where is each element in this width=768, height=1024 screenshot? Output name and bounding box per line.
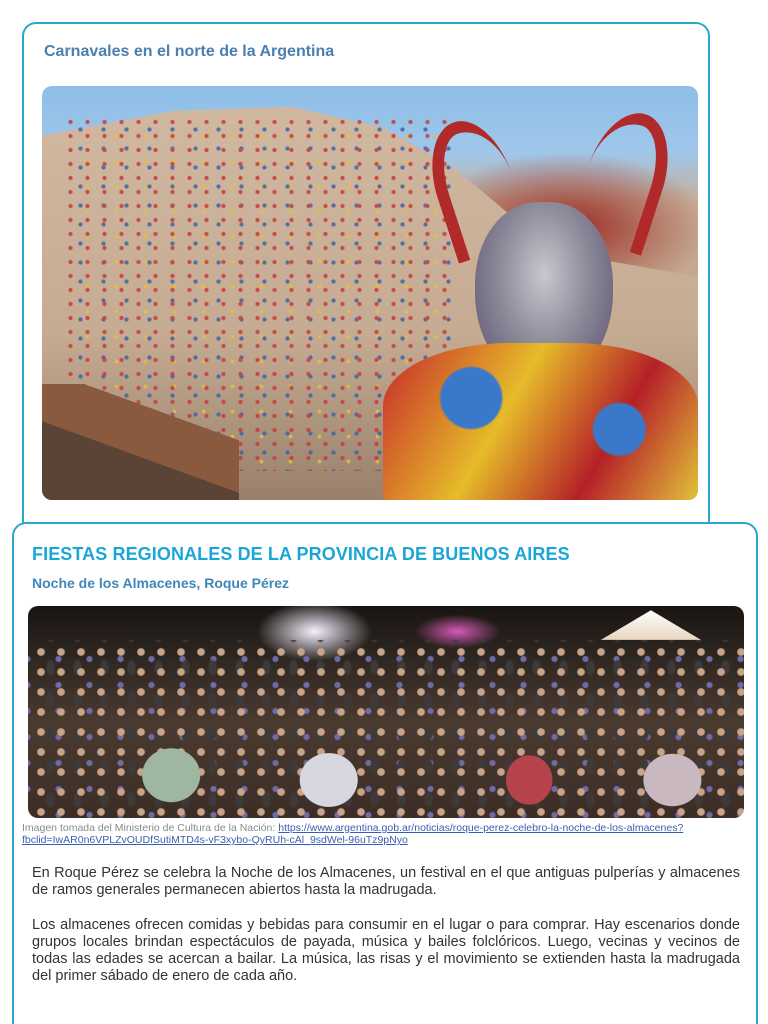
fiestas-card: [12, 522, 758, 1024]
caption-text: Imagen tomada del Ministerio de Cultura de la Nación:: [22, 822, 279, 834]
paragraph-details: Los almacenes ofrecen comidas y bebidas para consumir en el lugar o para comprar. Hay escenarios donde grupos locales brindan espectáculos de payada, música y bailes folclóricos. Luego, vecinas y vecinos de todas las edades se acercan a bailar. La música, las risas y el movimiento se extienden hasta la madrugada del primer sábado de enero de cada año.: [32, 917, 740, 984]
photo-caption: [22, 822, 744, 846]
dancing-couples: [28, 723, 744, 818]
tent: [601, 610, 701, 640]
section-subtitle: Noche de los Almacenes, Roque Pérez: [32, 575, 290, 591]
raised-arm: [42, 384, 239, 500]
caption-link[interactable]: https://www.argentina.gob.ar/noticias/roque-perez-celebro-la-noche-de-los-almacenes?fbclid=IwAR0n6VPLZvOUDfSutiMTD4s-vF3xybo-QyRUh-cAl_9sdWel-96uTz9pNyo: [22, 822, 684, 846]
section-title: FIESTAS REGIONALES DE LA PROVINCIA DE BUENOS AIRES: [32, 544, 570, 564]
dance-photo: [28, 606, 744, 818]
card-title: Carnavales en el norte de la Argentina: [44, 43, 335, 60]
carnival-photo: [42, 86, 698, 500]
paragraph-intro: En Roque Pérez se celebra la Noche de los Almacenes, un festival en el que antiguas pulperías y almacenes de ramos generales permanecen abiertos hasta la madrugada.: [32, 865, 740, 898]
devil-costume: [383, 343, 698, 500]
